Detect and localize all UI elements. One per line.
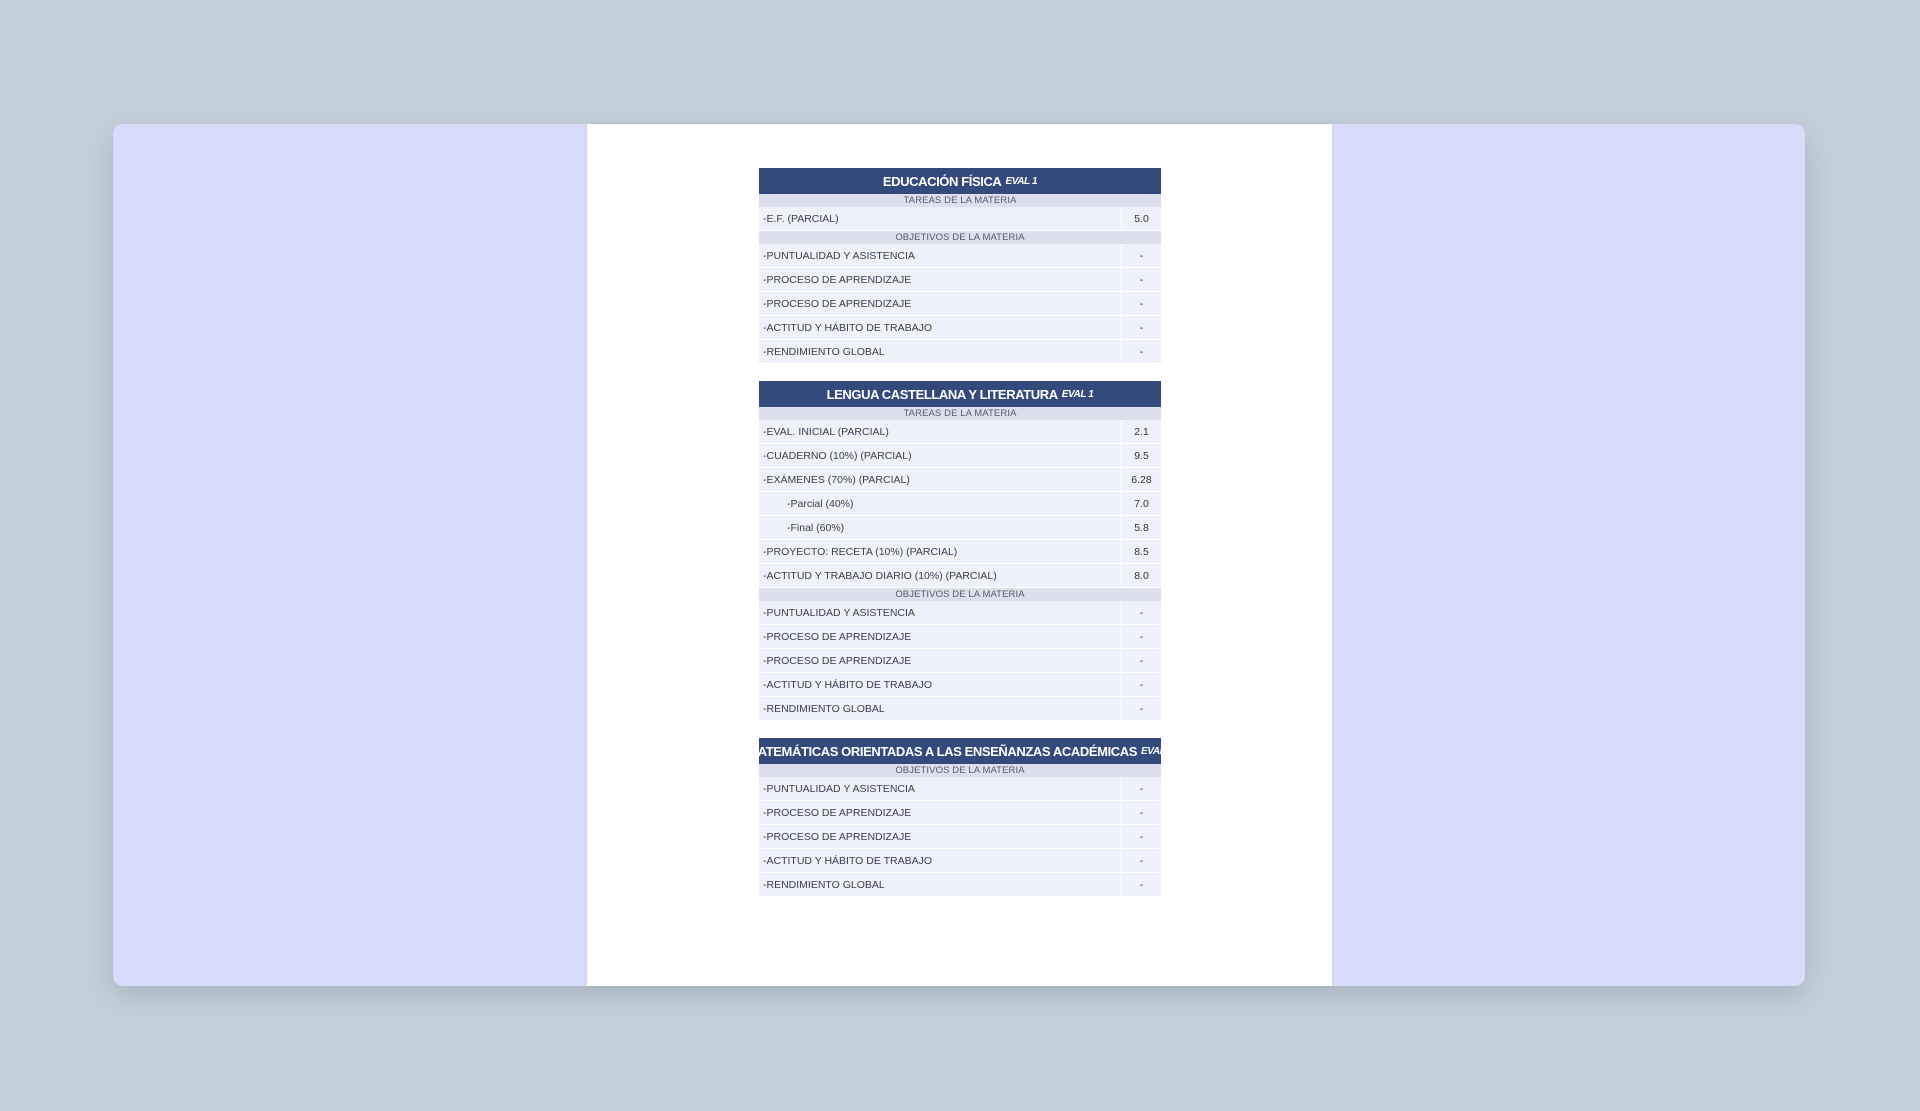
objective-row (759, 340, 1161, 364)
objective-row (759, 649, 1161, 673)
row-label: -EVAL. INICIAL (PARCIAL) (759, 420, 1122, 443)
row-label: -RENDIMIENTO GLOBAL (759, 873, 1122, 896)
viewer-window (113, 124, 1805, 986)
row-label: -ACTITUD Y HÁBITO DE TRABAJO (759, 849, 1122, 872)
row-label: -PROCESO DE APRENDIZAJE (759, 268, 1122, 291)
row-grade: - (1139, 878, 1144, 891)
row-label: -ACTITUD Y HÁBITO DE TRABAJO (759, 673, 1122, 696)
row-label: -PUNTUALIDAD Y ASISTENCIA (759, 244, 1122, 267)
row-grade: - (1139, 854, 1144, 867)
subject-name: MATEMÁTICAS ORIENTADAS A LAS ENSEÑANZAS ACADÉMICAS (747, 743, 1138, 759)
section-header: TAREAS DE LA MATERIA (759, 194, 1161, 207)
row-label: -PROCESO DE APRENDIZAJE (759, 292, 1122, 315)
row-grade: - (1139, 273, 1144, 286)
row-label: -PUNTUALIDAD Y ASISTENCIA (759, 601, 1122, 624)
row-label: -ACTITUD Y HÁBITO DE TRABAJO (759, 316, 1122, 339)
objective-row (759, 873, 1161, 897)
task-row (759, 468, 1161, 492)
eval-label: EVAL 1 (1005, 175, 1038, 187)
row-grade: - (1139, 345, 1144, 358)
objective-row (759, 777, 1161, 801)
document-page (587, 124, 1332, 986)
row-grade: - (1139, 297, 1144, 310)
section-header: OBJETIVOS DE LA MATERIA (759, 588, 1161, 601)
eval-label: EVAL 1 (1061, 388, 1094, 400)
row-label: -PROCESO DE APRENDIZAJE (759, 801, 1122, 824)
row-grade: - (1139, 249, 1144, 262)
subject-block (759, 168, 1161, 364)
row-grade: - (1139, 606, 1144, 619)
row-grade: 6.28 (1131, 473, 1152, 486)
subject-name: LENGUA CASTELLANA Y LITERATURA (826, 386, 1058, 402)
row-grade: 9.5 (1134, 449, 1149, 462)
subject-name: EDUCACIÓN FÍSICA (882, 173, 1002, 189)
subject-block (759, 381, 1161, 721)
task-row (759, 420, 1161, 444)
objective-row (759, 849, 1161, 873)
row-grade: 5.8 (1134, 521, 1149, 534)
task-row (759, 516, 1161, 540)
objective-row (759, 292, 1161, 316)
row-grade: - (1139, 702, 1144, 715)
row-label: -E.F. (PARCIAL) (759, 207, 1122, 230)
task-row (759, 564, 1161, 588)
row-label: -PROCESO DE APRENDIZAJE (759, 625, 1122, 648)
row-grade: - (1139, 654, 1144, 667)
row-grade: - (1139, 321, 1144, 334)
section-header: OBJETIVOS DE LA MATERIA (759, 764, 1161, 777)
objective-row (759, 268, 1161, 292)
row-label: -CUADERNO (10%) (PARCIAL) (759, 444, 1122, 467)
row-label: -ACTITUD Y TRABAJO DIARIO (10%) (PARCIAL) (759, 564, 1122, 587)
row-label: -EXÁMENES (70%) (PARCIAL) (759, 468, 1122, 491)
row-grade: - (1139, 830, 1144, 843)
row-label: -RENDIMIENTO GLOBAL (759, 697, 1122, 720)
task-row (759, 492, 1161, 516)
row-label: -PROCESO DE APRENDIZAJE (759, 825, 1122, 848)
objective-row (759, 697, 1161, 721)
task-row (759, 207, 1161, 231)
task-row (759, 540, 1161, 564)
row-label: -PROYECTO: RECETA (10%) (PARCIAL) (759, 540, 1122, 563)
objective-row (759, 625, 1161, 649)
row-grade: 8.5 (1134, 545, 1149, 558)
task-row (759, 444, 1161, 468)
row-grade: - (1139, 782, 1144, 795)
subject-block (747, 738, 1173, 897)
row-label: -PROCESO DE APRENDIZAJE (759, 649, 1122, 672)
row-grade: 8.0 (1134, 569, 1149, 582)
subject-title (759, 381, 1161, 407)
subject-title (747, 738, 1173, 764)
row-grade: 7.0 (1134, 497, 1149, 510)
subject-title (759, 168, 1161, 194)
section-header: OBJETIVOS DE LA MATERIA (759, 231, 1161, 244)
row-grade: - (1139, 678, 1144, 691)
row-grade: 2.1 (1134, 425, 1149, 438)
row-grade: 5.0 (1134, 212, 1149, 225)
eval-label: EVAL 1 (1141, 745, 1173, 757)
row-label: -RENDIMIENTO GLOBAL (759, 340, 1122, 363)
objective-row (759, 825, 1161, 849)
objective-row (759, 244, 1161, 268)
grades-report (747, 168, 1173, 914)
row-label: -Parcial (40%) (759, 492, 1122, 515)
objective-row (759, 673, 1161, 697)
objective-row (759, 601, 1161, 625)
objective-row (759, 801, 1161, 825)
objective-row (759, 316, 1161, 340)
row-grade: - (1139, 630, 1144, 643)
section-header: TAREAS DE LA MATERIA (759, 407, 1161, 420)
row-label: -Final (60%) (759, 516, 1122, 539)
row-grade: - (1139, 806, 1144, 819)
row-label: -PUNTUALIDAD Y ASISTENCIA (759, 777, 1122, 800)
